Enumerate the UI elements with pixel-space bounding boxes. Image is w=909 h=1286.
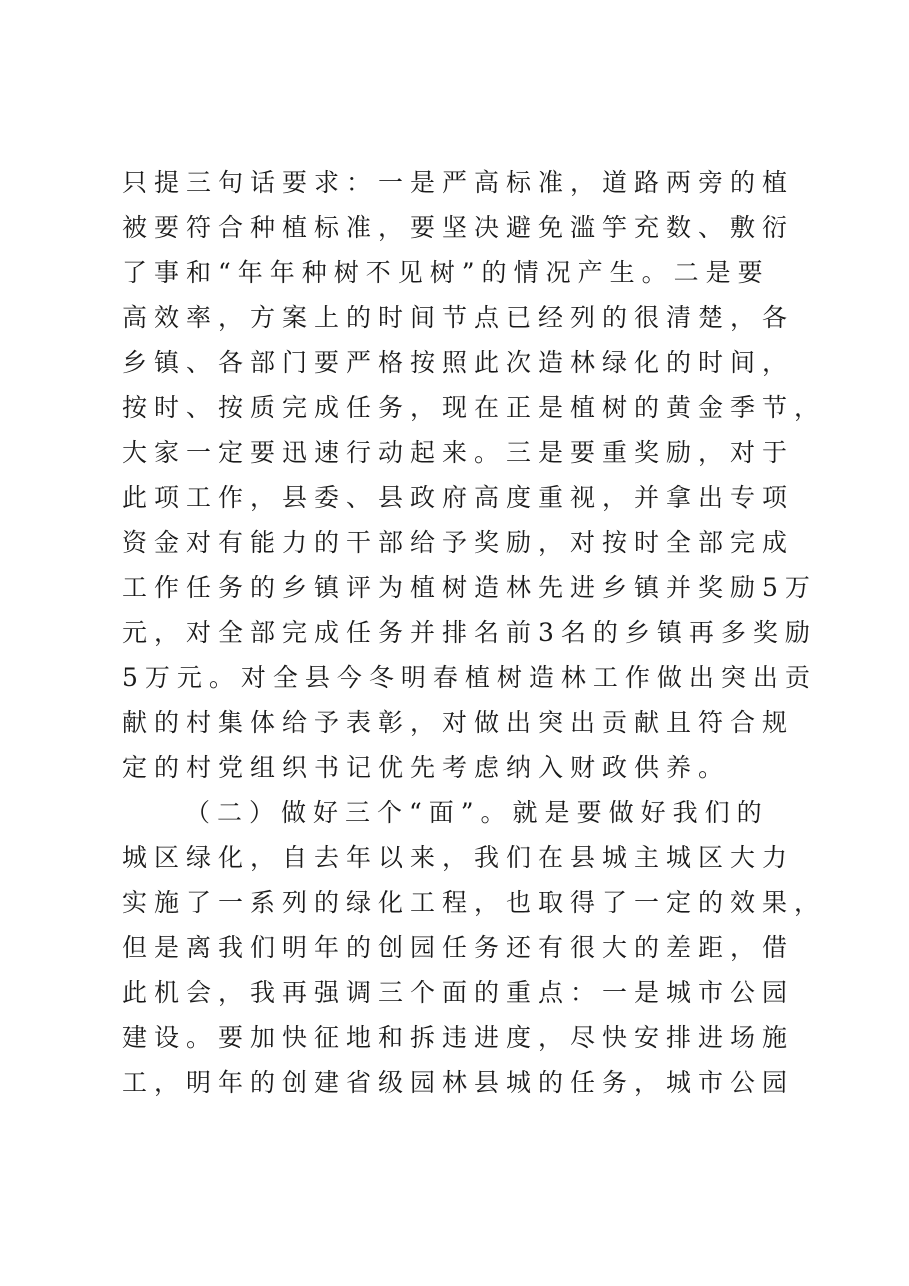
text-line: 工作任务的乡镇评为植树造林先进乡镇并奖励5万	[122, 573, 817, 602]
text-line: 实施了一系列的绿化工程，也取得了一定的效果，	[122, 888, 827, 917]
text-line: 工，明年的创建省级园林县城的任务，城市公园	[122, 1068, 795, 1097]
body-text	[122, 160, 827, 1105]
text-line: 此项工作，县委、县政府高度重视，并拿出专项	[122, 483, 795, 512]
text-line: 献的村集体给予表彰，对做出突出贡献且符合规	[122, 708, 795, 737]
text-line: 资金对有能力的干部给予奖励，对按时全部完成	[122, 528, 795, 557]
text-line: 了事和“年年种树不见树”的情况产生。二是要	[122, 258, 770, 287]
section-heading-line: （二）做好三个“面”。就是要做好我们的	[185, 798, 769, 827]
text-line: 此机会，我再强调三个面的重点：一是城市公园	[122, 978, 795, 1007]
text-line: 但是离我们明年的创园任务还有很大的差距，借	[122, 933, 795, 962]
text-line: 高效率，方案上的时间节点已经列的很清楚，各	[122, 303, 795, 332]
text-line: 5万元。对全县今冬明春植树造林工作做出突出贡	[122, 663, 817, 692]
text-line: 元，对全部完成任务并排名前3名的乡镇再多奖励	[122, 618, 817, 647]
text-line: 乡镇、各部门要严格按照此次造林绿化的时间，	[122, 348, 795, 377]
text-line: 只提三句话要求：一是严高标准，道路两旁的植	[122, 168, 795, 197]
text-line: 定的村党组织书记优先考虑纳入财政供养。	[122, 753, 731, 782]
text-line: 大家一定要迅速行动起来。三是要重奖励，对于	[122, 438, 795, 467]
text-line: 按时、按质完成任务，现在正是植树的黄金季节，	[122, 393, 827, 422]
text-line: 建设。要加快征地和拆违进度，尽快安排进场施	[122, 1023, 795, 1052]
text-line: 城区绿化，自去年以来，我们在县城主城区大力	[122, 843, 795, 872]
text-line: 被要符合种植标准，要坚决避免滥竽充数、敷衍	[122, 213, 795, 242]
